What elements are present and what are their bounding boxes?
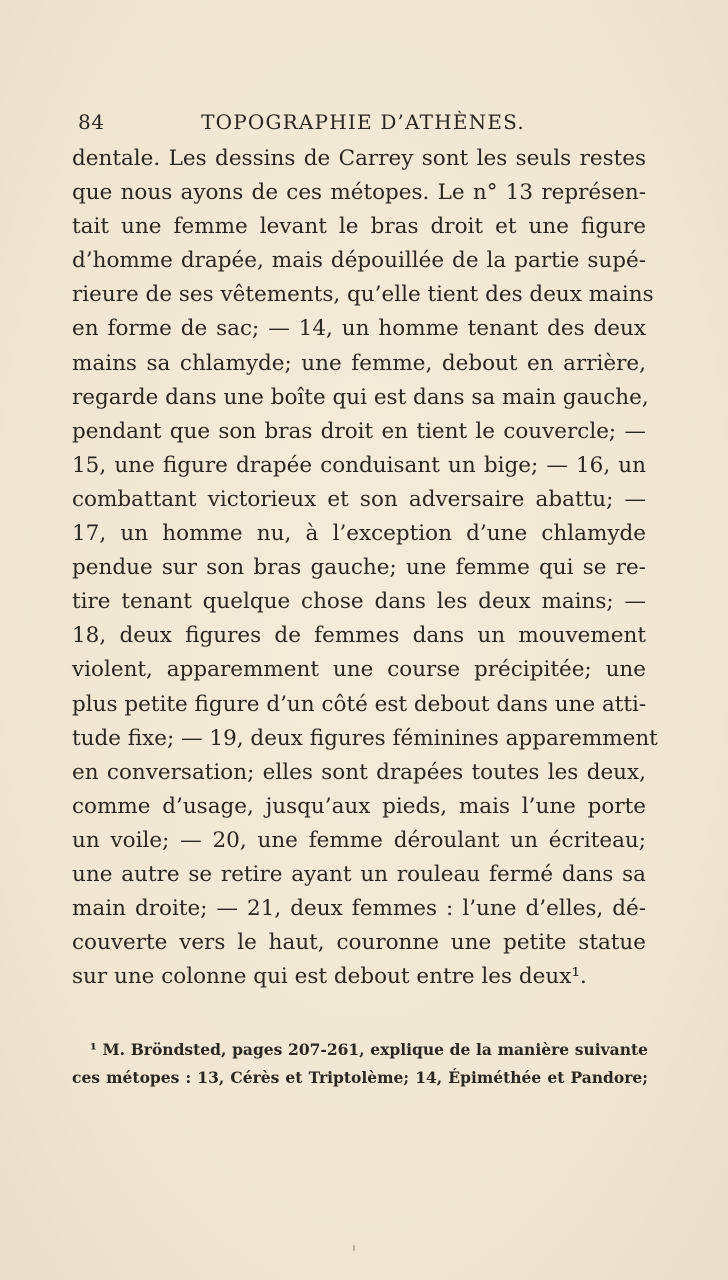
running-head [78, 110, 648, 140]
text-line: 15, une figure drapée conduisant un bige; — 16, un [72, 452, 646, 478]
footnote [72, 1036, 648, 1092]
text-line: que nous ayons de ces métopes. Le n° 13 représen- [72, 180, 646, 206]
text-line: 18, deux figures de femmes dans un mouvement [72, 623, 646, 649]
text-line: 17, un homme nu, à l’exception d’une chlamyde [72, 521, 646, 547]
text-line: pendue sur son bras gauche; une femme qui se re- [72, 555, 646, 581]
text-line: combattant victorieux et son adversaire abattu; — [72, 486, 646, 512]
text-line: tait une femme levant le bras droit et une figure [72, 214, 646, 240]
body-text [72, 142, 658, 994]
text-line: comme d’usage, jusqu’aux pieds, mais l’une porte [72, 793, 646, 819]
paper-speck [353, 1245, 355, 1251]
text-line: violent, apparemment une course précipitée; une [72, 657, 646, 683]
text-line: sur une colonne qui est debout entre les deux¹. [72, 964, 587, 990]
footnote-line: ¹ M. Bröndsted, pages 207-261, explique de la manière suivante [90, 1040, 648, 1059]
text-line: mains sa chlamyde; une femme, debout en arrière, [72, 350, 646, 376]
footnote-line: ces métopes : 13, Cérès et Triptolème; 14, Épiméthée et Pandore; [72, 1068, 648, 1087]
running-title: TOPOGRAPHIE D’ATHÈNES. [201, 110, 525, 134]
text-line: tude fixe; — 19, deux figures féminines apparemment [72, 725, 658, 751]
text-line: dentale. Les dessins de Carrey sont les seuls restes [72, 146, 646, 171]
text-line: pendant que son bras droit en tient le couvercle; — [72, 418, 646, 444]
text-line: en conversation; elles sont drapées toutes les deux, [72, 759, 646, 785]
text-line: main droite; — 21, deux femmes : l’une d’elles, dé- [72, 896, 646, 922]
text-line: rieure de ses vêtements, qu’elle tient des deux mains [72, 282, 654, 308]
text-line: en forme de sac; — 14, un homme tenant des deux [72, 316, 646, 342]
page-number: 84 [78, 110, 105, 134]
text-line: d’homme drapée, mais dépouillée de la partie supé- [72, 248, 646, 274]
text-line: plus petite figure d’un côté est debout dans une atti- [72, 691, 647, 717]
text-line: tire tenant quelque chose dans les deux mains; — [72, 589, 646, 615]
text-line: couverte vers le haut, couronne une petite statue [72, 930, 646, 956]
text-line: une autre se retire ayant un rouleau fermé dans sa [72, 861, 646, 887]
text-line: regarde dans une boîte qui est dans sa main gauche, [72, 384, 649, 410]
text-line: un voile; — 20, une femme déroulant un écriteau; [72, 827, 646, 853]
